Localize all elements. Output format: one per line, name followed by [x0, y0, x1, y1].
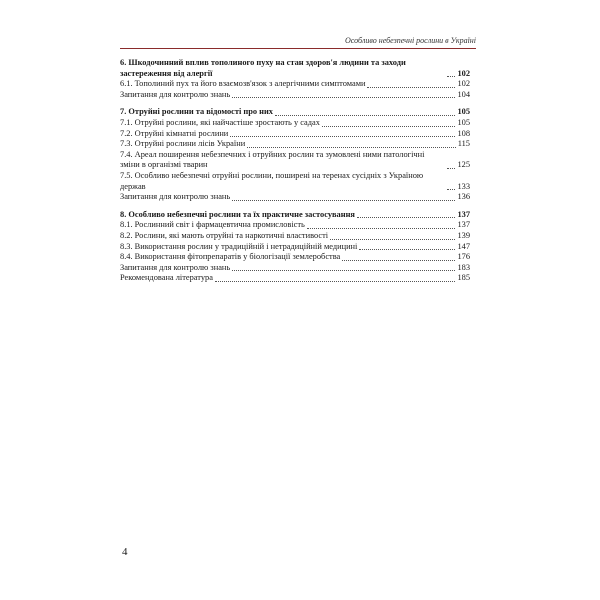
toc-page-number: 108: [457, 128, 470, 138]
toc-entry-title: 8.4. Використання фітопрепаратів у біологізації землеробства: [120, 252, 341, 262]
toc-entry-title: Рекомендована література: [120, 273, 213, 283]
toc-subsection-entry[interactable]: [120, 263, 470, 274]
toc-subsection-entry[interactable]: [120, 90, 470, 101]
toc-section: [120, 107, 470, 202]
toc-entry-title: 7.2. Отруйні кімнатні рослини: [120, 128, 229, 138]
toc-entry-title: 8.2. Рослини, які мають отруйні та наркотичні властивості: [120, 230, 329, 240]
dot-leader: [232, 97, 455, 98]
toc-page-number: 137: [457, 209, 470, 219]
table-of-contents: [120, 58, 470, 291]
toc-page-number: 139: [457, 230, 470, 240]
toc-entry-title: Запитання для контролю знань: [120, 89, 231, 99]
toc-section: [120, 210, 470, 284]
toc-subsection-entry[interactable]: [120, 129, 470, 140]
dot-leader: [247, 147, 456, 148]
toc-entry-title: 7.4. Ареал поширення небезпечних і отруйних рослин та зумовлені ними патологічні зміни в організмі тварин: [120, 149, 425, 170]
toc-entry-title: 6. Шкодочинний вплив тополиного пуху на стан здоров'я людини та заходи застереження від алергії: [120, 58, 406, 78]
toc-chapter-entry[interactable]: [120, 210, 470, 221]
toc-subsection-entry[interactable]: [120, 192, 470, 203]
toc-subsection-entry[interactable]: [120, 171, 470, 192]
toc-subsection-entry[interactable]: [120, 273, 470, 284]
toc-subsection-entry[interactable]: [120, 150, 470, 171]
running-head: Особливо небезпечні рослини в Україні: [345, 36, 476, 45]
toc-page-number: 105: [457, 117, 470, 127]
dot-leader: [342, 260, 455, 261]
dot-leader: [367, 87, 455, 88]
dot-leader: [447, 189, 455, 190]
toc-subsection-entry[interactable]: [120, 252, 470, 263]
dot-leader: [230, 136, 455, 137]
toc-page-number: 136: [457, 192, 470, 202]
toc-page-number: 137: [457, 220, 470, 230]
toc-page-number: 105: [457, 107, 470, 117]
toc-page-number: 115: [457, 139, 470, 149]
toc-entry-title: 7.3. Отруйні рослини лісів України: [120, 139, 246, 149]
toc-entry-title: 8. Особливо небезпечні рослини та їх практичне застосування: [120, 209, 355, 219]
toc-page-number: 133: [457, 181, 470, 191]
toc-page-number: 102: [457, 68, 470, 78]
dot-leader: [447, 168, 455, 169]
header-rule: [120, 48, 476, 49]
dot-leader: [215, 281, 455, 282]
dot-leader: [330, 239, 455, 240]
toc-entry-title: 8.3. Використання рослин у традиційній і нетрадиційній медицині: [120, 241, 358, 251]
toc-subsection-entry[interactable]: [120, 231, 470, 242]
toc-entry-title: 6.1. Тополиний пух та його взаємозв'язок з алергічними симптомами: [120, 79, 366, 89]
toc-entry-title: Запитання для контролю знань: [120, 262, 231, 272]
toc-entry-title: 8.1. Рослинний світ і фармацевтична промисловість: [120, 220, 305, 230]
toc-subsection-entry[interactable]: [120, 139, 470, 150]
toc-entry-title: 7.1. Отруйні рослини, які найчастіше зростають у садах: [120, 117, 320, 127]
toc-subsection-entry[interactable]: [120, 220, 470, 231]
dot-leader: [232, 270, 455, 271]
dot-leader: [322, 126, 455, 127]
dot-leader: [447, 76, 455, 77]
toc-entry-title: 7.5. Особливо небезпечні отруйні рослини, поширені на теренах сусідніх з Україною держав: [120, 170, 424, 191]
toc-page-number: 104: [457, 89, 470, 99]
toc-entry-title: 7. Отруйні рослини та відомості про них: [120, 107, 273, 117]
toc-page-number: 176: [457, 252, 470, 262]
page-number: 4: [122, 546, 128, 558]
dot-leader: [307, 228, 456, 229]
dot-leader: [357, 217, 456, 218]
toc-page-number: 183: [457, 262, 470, 272]
toc-page-number: 147: [457, 241, 470, 251]
toc-subsection-entry[interactable]: [120, 118, 470, 129]
toc-page-number: 102: [457, 79, 470, 89]
dot-leader: [359, 249, 455, 250]
dot-leader: [275, 115, 455, 116]
toc-subsection-entry[interactable]: [120, 79, 470, 90]
toc-chapter-entry[interactable]: [120, 58, 470, 79]
toc-section: [120, 58, 470, 100]
toc-entry-title: Запитання для контролю знань: [120, 192, 231, 202]
toc-page-number: 125: [457, 160, 470, 170]
toc-subsection-entry[interactable]: [120, 242, 470, 253]
toc-page-number: 185: [457, 273, 470, 283]
dot-leader: [232, 200, 455, 201]
toc-chapter-entry[interactable]: [120, 107, 470, 118]
